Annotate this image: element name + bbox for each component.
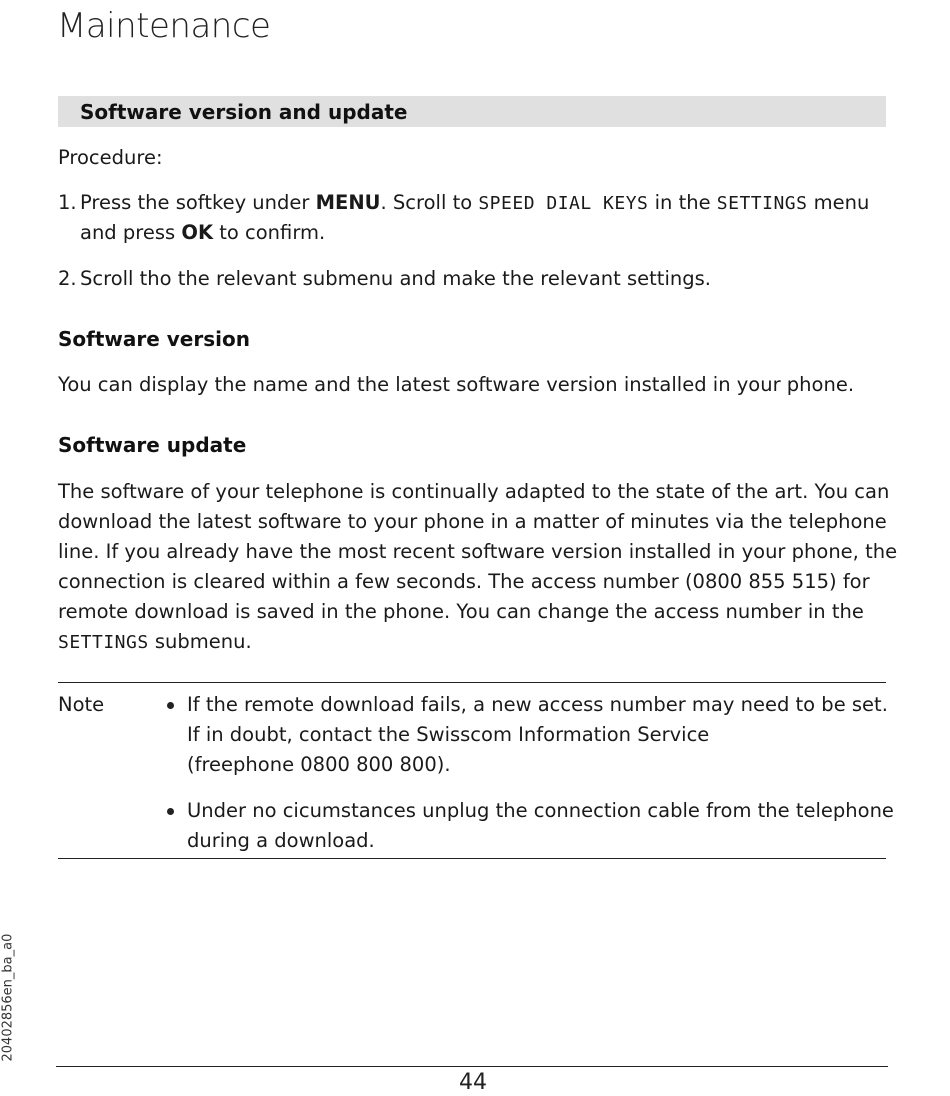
footer-rule: [56, 1066, 888, 1067]
note-line: If in doubt, contact the Swisscom Information Service: [187, 723, 710, 746]
paragraph-line: The software of your telephone is continually adapted to the state of the art. You can: [58, 480, 890, 503]
page-title: Maintenance: [57, 6, 271, 46]
software-version-text: You can display the name and the latest software version installed in your phone.: [58, 373, 855, 396]
ok-key-label: OK: [181, 221, 214, 244]
note-item-2: [187, 796, 894, 856]
step-1-text: in the: [648, 191, 717, 214]
note-bottom-rule: [58, 858, 886, 859]
step-1-text: to confirm.: [213, 221, 326, 244]
section-title: Software version and update: [80, 100, 408, 124]
note-top-rule: [58, 682, 886, 683]
software-update-paragraph: [58, 477, 897, 658]
note-line: (freephone 0800 800 800).: [187, 753, 451, 776]
paragraph-text: submenu.: [148, 630, 252, 653]
section-header-bar: [58, 96, 886, 127]
paragraph-line: remote download is saved in the phone. You can change the access number in the: [58, 600, 864, 623]
paragraph-line: connection is cleared within a few seconds. The access number (0800 855 515) for: [58, 570, 870, 593]
menu-key-label: MENU: [315, 191, 381, 214]
step-2-number: 2.: [58, 267, 77, 290]
paragraph-line: download the latest software to your phone in a matter of minutes via the telephone: [58, 510, 887, 533]
note-line: Under no cicumstances unplug the connection cable from the telephone: [187, 799, 894, 822]
page-number: 44: [459, 1070, 487, 1095]
note-item-1: [187, 690, 888, 780]
step-1-line-1: [80, 188, 886, 219]
paragraph-line: [58, 627, 897, 658]
bullet-icon: [167, 702, 174, 709]
document-code: 20402856en_ba_a0: [0, 933, 16, 1062]
note-line: If the remote download fails, a new access number may need to be set.: [187, 693, 888, 716]
step-1-text: and press: [80, 221, 182, 244]
paragraph-line: line. If you already have the most recent software version installed in your phone, the: [58, 540, 898, 563]
procedure-label: Procedure:: [58, 146, 163, 169]
bullet-icon: [167, 808, 174, 815]
speed-dial-keys-menu-label: SPEED DIAL KEYS: [478, 193, 649, 214]
note-label: Note: [58, 693, 105, 716]
step-1-number: 1.: [58, 191, 77, 214]
settings-menu-label: SETTINGS: [716, 193, 808, 214]
step-1-text: menu: [807, 191, 870, 214]
step-1-text: . Scroll to: [380, 191, 479, 214]
software-update-heading: Software update: [58, 433, 247, 457]
note-line: during a download.: [187, 829, 375, 852]
step-2-text: Scroll tho the relevant submenu and make the relevant settings.: [80, 267, 711, 290]
settings-menu-label: SETTINGS: [58, 632, 149, 653]
step-1-line-2: [80, 218, 325, 248]
software-version-heading: Software version: [58, 327, 250, 351]
step-1-text: Press the softkey under: [80, 191, 316, 214]
